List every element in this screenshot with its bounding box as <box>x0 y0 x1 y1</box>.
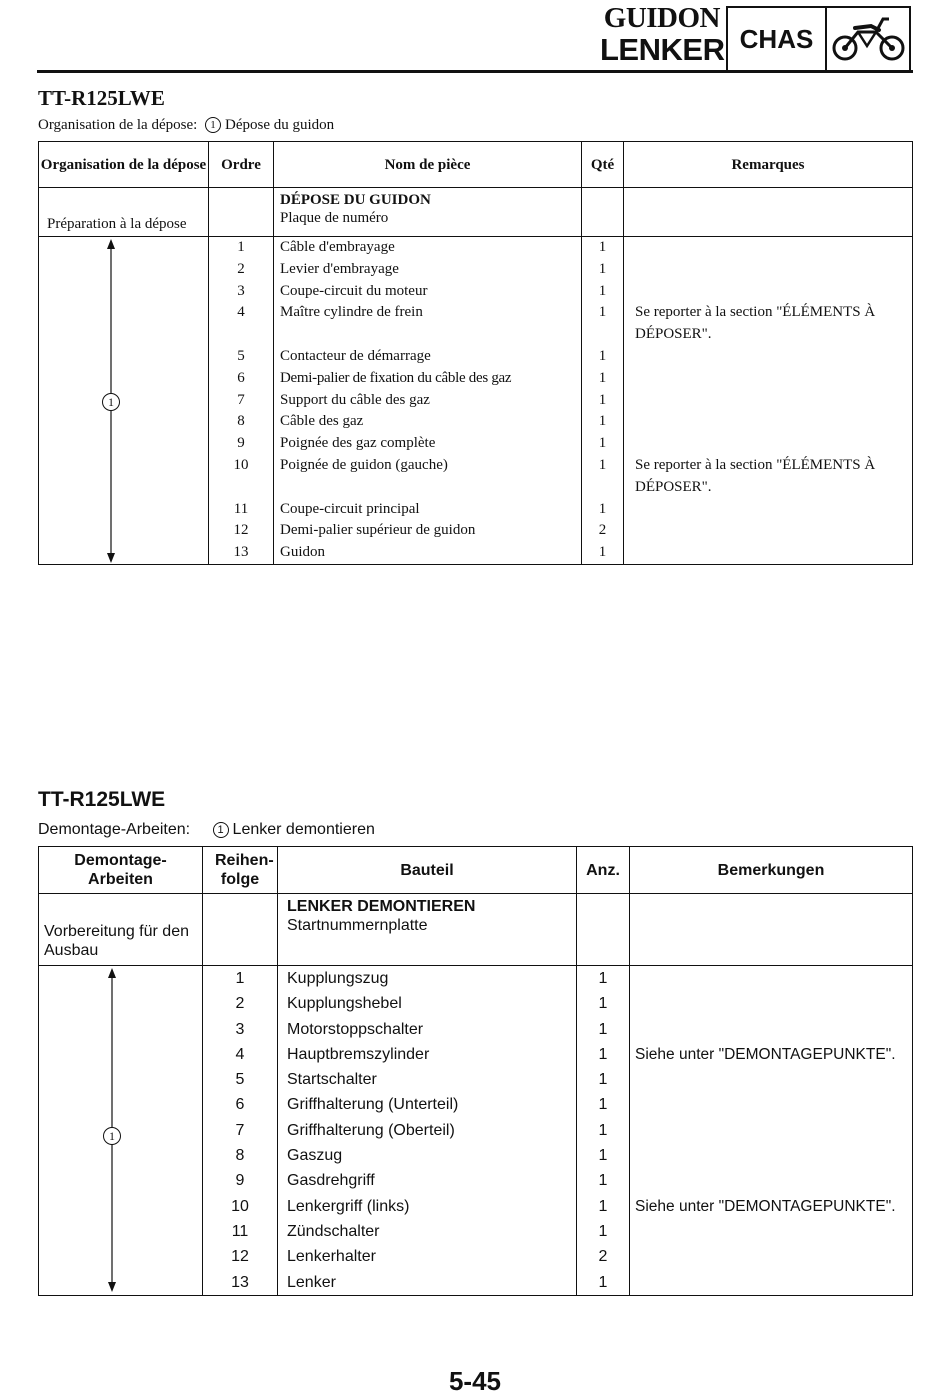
model-title-german: TT-R125LWE <box>38 788 166 811</box>
part-cell: Motorstoppschalter <box>278 1017 577 1042</box>
part-cell: Guidon <box>274 542 582 564</box>
preparation-cell <box>278 894 577 966</box>
preparation-cell <box>274 188 582 237</box>
order-cell: 6 <box>203 1092 278 1117</box>
qty-cell: 1 <box>582 346 624 368</box>
removal-table-german <box>38 846 913 1296</box>
qty-cell: 1 <box>582 281 624 303</box>
qty-cell: 1 <box>577 991 630 1016</box>
qty-cell: 1 <box>582 499 624 521</box>
header-rule <box>37 70 913 73</box>
qty-cell: 1 <box>582 411 624 433</box>
part-cell: Câble d'embrayage <box>274 237 582 259</box>
qty-cell: 1 <box>582 259 624 281</box>
preparation-row <box>39 894 913 966</box>
remark-cell <box>624 390 913 412</box>
remark-cell <box>630 1143 913 1168</box>
order-cell: 3 <box>209 281 274 303</box>
qty-cell: 1 <box>582 302 624 346</box>
order-cell: 10 <box>209 455 274 499</box>
qty-cell: 1 <box>577 1067 630 1092</box>
remark-cell <box>624 281 913 303</box>
remark-cell <box>624 499 913 521</box>
table-row <box>39 966 913 992</box>
part-cell: Coupe-circuit du moteur <box>274 281 582 303</box>
part-cell: Lenkergriff (links) <box>278 1194 577 1219</box>
remark-cell <box>624 520 913 542</box>
column-header: Ordre <box>209 142 274 188</box>
subtitle-prefix: Demontage-Arbeiten: <box>38 821 191 838</box>
qty-cell: 1 <box>577 1118 630 1143</box>
order-cell: 1 <box>209 237 274 259</box>
part-cell: Contacteur de démarrage <box>274 346 582 368</box>
remark-cell <box>630 1067 913 1092</box>
order-cell: 13 <box>203 1270 278 1296</box>
order-cell: 4 <box>209 302 274 346</box>
order-cell: 7 <box>209 390 274 412</box>
column-header: Organisation de la dépose <box>39 142 209 188</box>
motorcycle-icon <box>829 8 909 70</box>
remark-cell: Se reporter à la section "ÉLÉMENTS À DÉPOSER". <box>624 455 913 499</box>
subtitle-prefix: Organisation de la dépose: <box>38 117 198 133</box>
qty-cell: 1 <box>582 237 624 259</box>
order-cell: 13 <box>209 542 274 564</box>
table-header-row <box>39 142 913 188</box>
order-cell: 5 <box>203 1067 278 1092</box>
group-number: 1 <box>102 393 120 411</box>
order-cell: 10 <box>203 1194 278 1219</box>
column-header: Bauteil <box>278 847 577 894</box>
part-cell: Griffhalterung (Oberteil) <box>278 1118 577 1143</box>
order-cell: 12 <box>209 520 274 542</box>
order-cell: 11 <box>203 1219 278 1244</box>
qty-cell: 1 <box>582 368 624 390</box>
remark-cell <box>624 237 913 259</box>
order-cell: 4 <box>203 1042 278 1067</box>
remark-cell: Siehe unter "DEMONTAGEPUNKTE". <box>630 1042 913 1067</box>
model-title-french: TT-R125LWE <box>38 86 165 110</box>
part-cell: Demi-palier supérieur de guidon <box>274 520 582 542</box>
section-label: CHAS <box>728 8 827 70</box>
order-cell: 3 <box>203 1017 278 1042</box>
remark-cell <box>624 259 913 281</box>
header-title-german: LENKER <box>600 32 725 67</box>
remark-cell <box>624 542 913 564</box>
order-cell: 1 <box>203 966 278 992</box>
column-header: Demontage-Arbeiten <box>39 847 203 894</box>
table-row <box>39 237 913 259</box>
preparation-item: Startnummernplatte <box>287 917 428 934</box>
qty-cell: 1 <box>582 455 624 499</box>
order-cell: 5 <box>209 346 274 368</box>
qty-cell: 1 <box>582 390 624 412</box>
qty-cell: 1 <box>577 1042 630 1067</box>
column-header: Remarques <box>624 142 913 188</box>
part-cell: Câble des gaz <box>274 411 582 433</box>
subtitle-text: Lenker demontieren <box>232 821 375 838</box>
column-header: Anz. <box>577 847 630 894</box>
qty-cell: 1 <box>577 1143 630 1168</box>
order-cell: 7 <box>203 1118 278 1143</box>
qty-cell: 1 <box>577 1092 630 1117</box>
preparation-label: Vorbereitung für den Ausbau <box>39 894 203 966</box>
qty-cell: 2 <box>577 1244 630 1269</box>
part-cell: Coupe-circuit principal <box>274 499 582 521</box>
part-cell: Maître cylindre de frein <box>274 302 582 346</box>
sequence-arrow-cell <box>39 966 203 1296</box>
order-cell: 6 <box>209 368 274 390</box>
column-header: Nom de pièce <box>274 142 582 188</box>
table-header-row <box>39 847 913 894</box>
qty-cell: 1 <box>577 1219 630 1244</box>
circle-number: 1 <box>213 822 229 838</box>
remark-cell <box>630 991 913 1016</box>
column-header: Reihen-folge <box>203 847 278 894</box>
part-cell: Kupplungszug <box>278 966 577 992</box>
remark-cell <box>630 1244 913 1269</box>
part-cell: Gasdrehgriff <box>278 1168 577 1193</box>
preparation-heading: DÉPOSE DU GUIDON <box>280 192 431 208</box>
page-number: 5-45 <box>448 1366 502 1396</box>
remark-cell <box>630 966 913 992</box>
group-number: 1 <box>103 1127 121 1145</box>
qty-cell: 1 <box>577 966 630 992</box>
section-badge <box>726 6 911 72</box>
remark-cell <box>630 1118 913 1143</box>
order-cell: 8 <box>203 1143 278 1168</box>
part-cell: Kupplungshebel <box>278 991 577 1016</box>
qty-cell: 2 <box>582 520 624 542</box>
part-cell: Zündschalter <box>278 1219 577 1244</box>
part-cell: Hauptbremszylinder <box>278 1042 577 1067</box>
order-cell: 2 <box>203 991 278 1016</box>
removal-table-french <box>38 141 913 565</box>
order-cell: 9 <box>203 1168 278 1193</box>
preparation-item: Plaque de numéro <box>280 210 389 226</box>
remark-cell: Se reporter à la section "ÉLÉMENTS À DÉPOSER". <box>624 302 913 346</box>
remark-cell <box>630 1017 913 1042</box>
remark-cell <box>630 1270 913 1296</box>
order-cell: 8 <box>209 411 274 433</box>
remark-cell <box>624 368 913 390</box>
remark-cell <box>630 1092 913 1117</box>
qty-cell: 1 <box>577 1194 630 1219</box>
order-cell: 9 <box>209 433 274 455</box>
qty-cell: 1 <box>577 1270 630 1296</box>
remark-cell <box>630 1168 913 1193</box>
column-header: Bemerkungen <box>630 847 913 894</box>
part-cell: Lenkerhalter <box>278 1244 577 1269</box>
preparation-row <box>39 188 913 237</box>
preparation-heading: LENKER DEMONTIEREN <box>287 898 476 915</box>
sequence-arrow-cell <box>39 237 209 565</box>
column-header: Qté <box>582 142 624 188</box>
sequence-arrow-icon <box>39 237 209 567</box>
preparation-label: Préparation à la dépose <box>39 188 209 237</box>
remark-cell: Siehe unter "DEMONTAGEPUNKTE". <box>630 1194 913 1219</box>
order-cell: 11 <box>209 499 274 521</box>
header-title-french: GUIDON <box>603 2 720 34</box>
qty-cell: 1 <box>582 542 624 564</box>
order-cell: 2 <box>209 259 274 281</box>
subtitle-text: Dépose du guidon <box>225 117 335 133</box>
sequence-arrow-icon <box>39 966 203 1296</box>
remark-cell <box>624 433 913 455</box>
qty-cell: 1 <box>582 433 624 455</box>
qty-cell: 1 <box>577 1168 630 1193</box>
subtitle-german <box>38 821 375 839</box>
part-cell: Demi-palier de fixation du câble des gaz <box>274 368 582 390</box>
part-cell: Poignée de guidon (gauche) <box>274 455 582 499</box>
part-cell: Lenker <box>278 1270 577 1296</box>
part-cell: Startschalter <box>278 1067 577 1092</box>
subtitle-french <box>38 117 334 134</box>
remark-cell <box>630 1219 913 1244</box>
part-cell: Levier d'embrayage <box>274 259 582 281</box>
part-cell: Griffhalterung (Unterteil) <box>278 1092 577 1117</box>
part-cell: Support du câble des gaz <box>274 390 582 412</box>
circle-number: 1 <box>205 117 221 133</box>
remark-cell <box>624 411 913 433</box>
part-cell: Poignée des gaz complète <box>274 433 582 455</box>
remark-cell <box>624 346 913 368</box>
part-cell: Gaszug <box>278 1143 577 1168</box>
order-cell: 12 <box>203 1244 278 1269</box>
qty-cell: 1 <box>577 1017 630 1042</box>
